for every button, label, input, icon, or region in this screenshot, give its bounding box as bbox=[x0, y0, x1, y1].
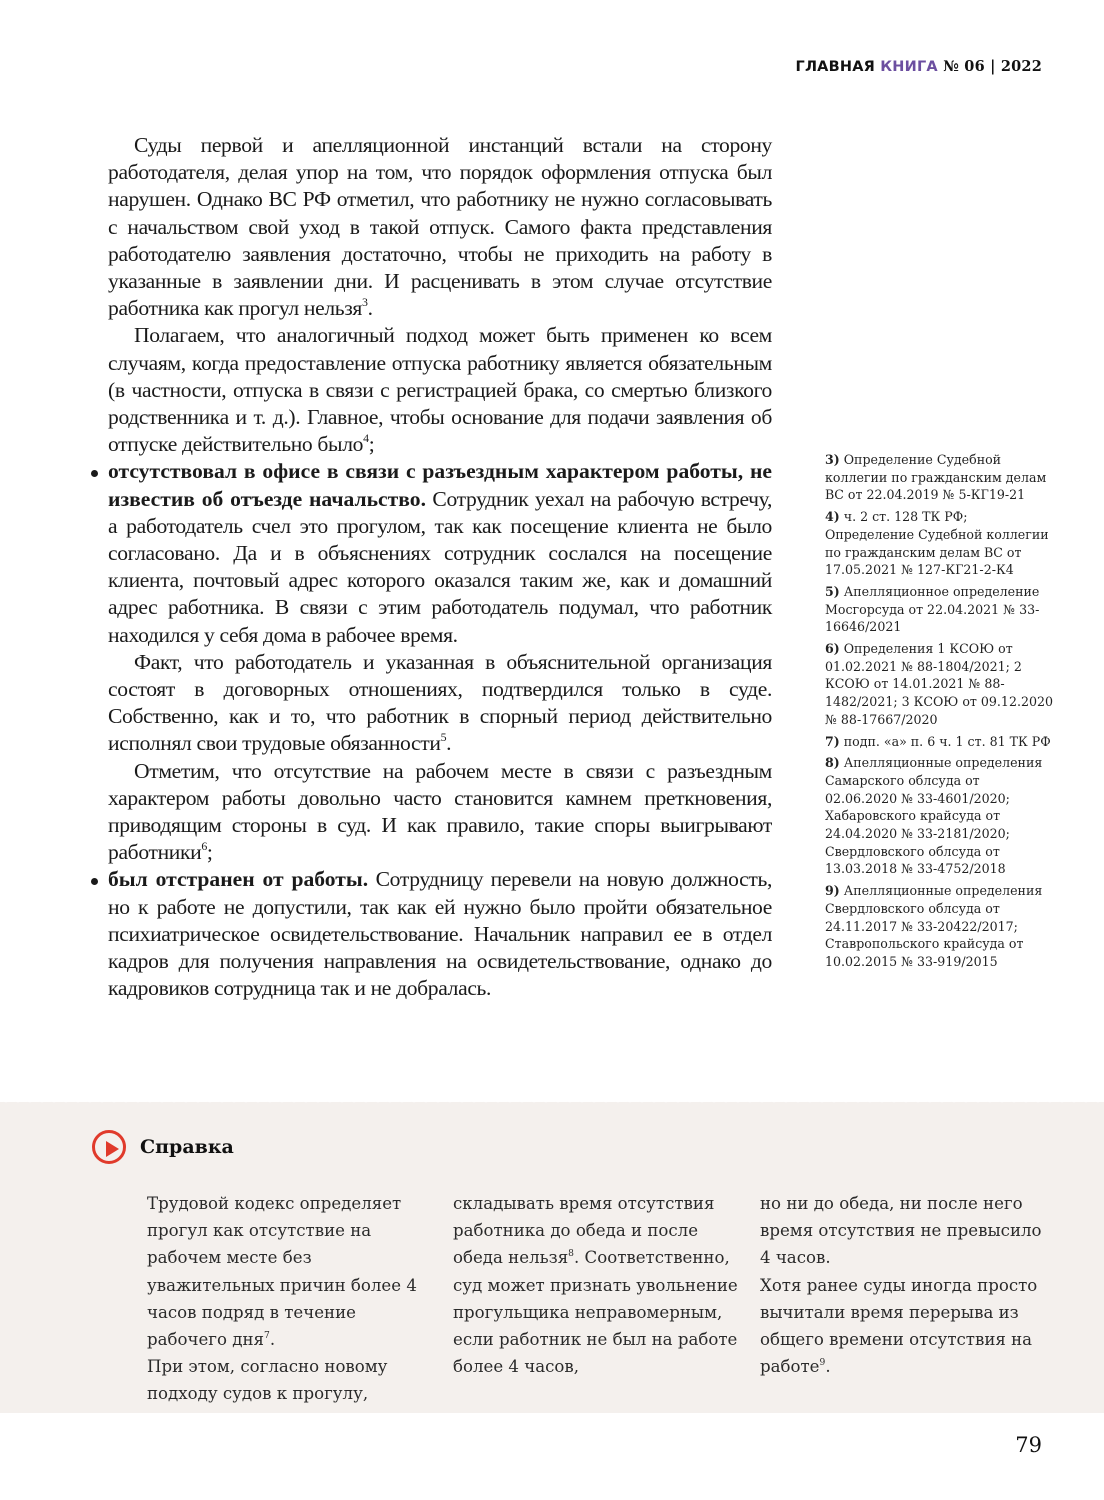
brand-name-accent: КНИГА bbox=[880, 59, 938, 75]
bullet-item: отсутствовал в офисе в связи с разъездным характером работы, не известив об отъезде начальство. Сотрудник уехал на рабочую встречу, а работодатель счел это прогулом, так как посещение клиента не было согласовано. Да и в объяснениях сотрудник сослался на посещение клиента, почтовый адрес которого оказался таким же, как и домашний адрес работника. В связи с этим работодатель подумал, что работник находился у себя дома в рабочее время. bbox=[108, 458, 772, 648]
bullet-heading: был отстранен от работы. bbox=[108, 867, 369, 892]
footnote: 6) Определения 1 КСОЮ от 01.02.2021 № 88-1804/2021; 2 КСОЮ от 14.01.2021 № 88-1482/2021; 3 КСОЮ от 09.12.2020 № 88-17667/2020 bbox=[825, 641, 1054, 727]
footnote-ref[interactable]: 9 bbox=[819, 1358, 826, 1369]
footnotes-sidebar bbox=[825, 451, 1055, 975]
info-box bbox=[0, 1102, 1104, 1413]
page-number: 79 bbox=[1015, 1433, 1042, 1457]
magazine-header bbox=[796, 58, 1043, 75]
footnote-ref[interactable]: 8 bbox=[568, 1249, 574, 1260]
footnote-ref[interactable]: 5 bbox=[440, 730, 447, 745]
footnote-ref[interactable]: 4 bbox=[363, 431, 369, 446]
footnote: 9) Апелляционные определения Свердловского облсуда от 24.11.2017 № 33-20422/2017; Ставропольского крайсуда от 10.02.2015 № 33-919/2015 bbox=[825, 883, 1043, 969]
play-circle-icon bbox=[92, 1130, 126, 1164]
footnote-ref[interactable]: 3 bbox=[362, 295, 368, 310]
footnote: 7) подп. «а» п. 6 ч. 1 ст. 81 ТК РФ bbox=[825, 733, 1051, 749]
info-box-column-1: Трудовой кодекс определяет прогул как отсутствие на рабочем месте без уважительных причин более 4 часов подряд в течение рабочего дня$^7$. При этом, согласно новому подходу судов к прогулу, bbox=[147, 1194, 417, 1404]
paragraph: Суды первой и апелляционной инстанций встали на сторону работодателя, делая упор на том, что порядок оформления отпуска был нарушен. Однако ВС РФ отметил, что работнику не нужно согласовывать с начальством свой уход в такой отпуск. Самого факта представления работодателю заявления достаточно, чтобы не приходить на работу в указанные в заявлении дни. И расценивать в этом случае отсутствие работника как прогул нельзя$^3$. bbox=[108, 133, 772, 321]
footnote: 4) ч. 2 ст. 128 ТК РФ; Определение Судебной коллегии по гражданским делам ВС от 17.05.2021 № 127-КГ21-2-К4 bbox=[825, 509, 1049, 578]
bullet-heading: отсутствовал в офисе в связи с разъездным характером работы, не известив об отъезде начальство. bbox=[108, 459, 772, 511]
brand-name: ГЛАВНАЯ bbox=[795, 59, 881, 75]
info-box-title: Справка bbox=[140, 1136, 234, 1158]
footnote-ref[interactable]: 7 bbox=[264, 1331, 270, 1342]
info-box-column-3: но ни до обеда, ни после него время отсутствия не превысило 4 часов. Хотя ранее суды иногда просто вычитали время перерыва из общего времени отсутствия на работе$^9$. bbox=[760, 1194, 1042, 1377]
article-body bbox=[108, 132, 772, 1003]
footnote: 3) Определение Судебной коллегии по гражданским делам ВС от 22.04.2019 № 5-КГ19-21 bbox=[825, 452, 1047, 503]
footnote-ref[interactable]: 6 bbox=[201, 839, 207, 854]
bullet-item: был отстранен от работы. Сотрудницу перевели на новую должность, но к работе не допустили, так как ей нужно было пройти обязательное психиатрическое освидетельствование. Начальник направил ее в отдел кадров для получения направления на освидетельствование, однако до кадровиков сотрудница так и не добралась. bbox=[108, 866, 772, 1002]
info-box-header bbox=[92, 1130, 234, 1164]
paragraph: Факт, что работодатель и указанная в объяснительной организация состоят в договорных отношениях, подтвердился только в суде. Собственно, как и то, что работник в спорный период действительно исполнял свои трудовые обязанности$^5$. bbox=[108, 649, 772, 756]
info-box-column-2: складывать время отсутствия работника до обеда и после обеда нельзя$^8$. Соответственно, суд может признать увольнение прогульщика неправомерным, если работник не был на работе более 4 часов, bbox=[453, 1194, 738, 1377]
footnote: 5) Апелляционное определение Мосгорсуда от 22.04.2021 № 33-16646/2021 bbox=[825, 583, 1040, 635]
issue-number: № 06 | 2022 bbox=[937, 58, 1042, 75]
paragraph: Полагаем, что аналогичный подход может быть применен ко всем случаям, когда предоставление отпуска работнику является обязательным (в частности, отпуска в связи с регистрацией брака, со смертью близкого родственника и т. д.). Главное, чтобы основание для подачи заявления об отпуске действительно было$^4$; bbox=[108, 323, 772, 457]
paragraph: Отметим, что отсутствие на рабочем месте в связи с разъездным характером работы довольно часто становится камнем преткновения, приводящим стороны в суд. И как правило, такие споры выигрывают работники$^6$; bbox=[108, 758, 772, 865]
footnote: 8) Апелляционные определения Самарского облсуда от 02.06.2020 № 33-4601/2020; Хабаровского крайсуда от 24.04.2020 № 33-2181/2020; Свердловского облсуда от 13.03.2018 № 33-4752/2018 bbox=[825, 755, 1043, 877]
